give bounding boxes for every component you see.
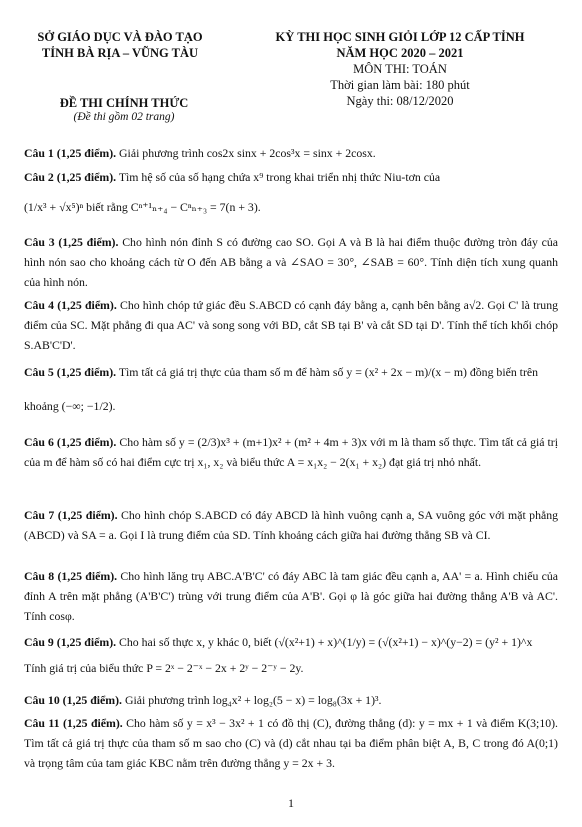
question-label: Câu 9 (1,25 điểm). (24, 635, 117, 649)
question-text: Cho hình lăng trụ ABC.A'B'C' có đáy ABC là tam giác đều cạnh a, AA' = a. Hình chiếu của đỉnh A trên mặt phẳng (A'B'C') trùng với trung điểm của A'B'. Gọi φ là góc giữa hai đường thẳng A'B và AC'. Tính cosφ. (24, 569, 559, 623)
question-text: Cho hai số thực x, y khác 0, biết (√(x²+1) + x)^(1/y) = (√(x²+1) − x)^(y−2) = (y² + 1)^x (119, 635, 533, 649)
official-title: ĐỀ THI CHÍNH THỨC (59, 96, 189, 110)
question-text: Cho hàm số y = (2/3)x³ + (m+1)x² + (m² + 4m + 3)x với m là tham số thực. Tìm tất cả giá trị của m để hàm số có hai điểm cực trị x₁, x₂ và biểu thức A = x₁x₂ − 2(x₁ + x₂) đạt giá trị nhỏ nhất. (24, 435, 558, 469)
official-label (24, 96, 224, 124)
exam-date: Ngày thi: 08/12/2020 (346, 94, 454, 108)
department-header (20, 29, 220, 61)
question-text: Tìm hệ số của số hạng chứa x⁹ trong khai triển nhị thức Niu-tơn của (118, 170, 441, 184)
question-text-line2: khoảng (−∞; −1/2). (24, 399, 116, 413)
question-6 (24, 432, 558, 472)
question-1 (24, 143, 558, 163)
question-2 (24, 167, 558, 217)
question-text: Giải phương trình log₄x² + log₂(5 − x) = log₈(3x + 1)³. (124, 693, 382, 707)
question-5 (24, 362, 558, 416)
school-year: NĂM HỌC 2020 – 2021 (336, 46, 464, 60)
question-label: Câu 10 (1,25 điểm). (24, 693, 122, 707)
question-text: Tìm tất cả giá trị thực của tham số m để hàm số y = (x² + 2x − m)/(x − m) đồng biến trên (118, 365, 539, 379)
question-label: Câu 6 (1,25 điểm). (24, 435, 117, 449)
question-label: Câu 7 (1,25 điểm). (24, 508, 118, 522)
question-3 (24, 232, 558, 292)
page-count-note: (Đề thi gồm 02 trang) (73, 111, 175, 123)
question-label: Câu 2 (1,25 điểm). (24, 170, 117, 184)
question-text-line2: (1/x³ + √x⁵)ⁿ biết rằng Cⁿ⁺¹ₙ₊₄ − Cⁿₙ₊₃ = 7(n + 3). (24, 200, 261, 214)
question-11 (24, 713, 558, 773)
exam-title: KỲ THI HỌC SINH GIỎI LỚP 12 CẤP TỈNH (275, 30, 525, 44)
question-text: Giải phương trình cos2x sinx + 2cos³x = sinx + 2cosx. (119, 146, 376, 160)
question-label: Câu 8 (1,25 điểm). (24, 569, 118, 583)
question-text: Cho hàm số y = x³ − 3x² + 1 có đồ thị (C), đường thẳng (d): y = mx + 1 và điểm K(3;10). Tìm tất cả giá trị thực của tham số m sao cho (C) và (d) cắt nhau tại ba điểm phân biệt A, B, C trong đó A(0;1) và trọng tâm của tam giác KBC nằm trên đường thẳng y = 2x + 3. (24, 716, 558, 770)
question-4 (24, 295, 558, 355)
page-number: 1 (288, 796, 294, 810)
question-label: Câu 3 (1,25 điểm). (24, 235, 119, 249)
question-8 (24, 566, 558, 626)
question-text: Cho hình chóp S.ABCD có đáy ABCD là hình vuông cạnh a, SA vuông góc với mặt phẳng (ABCD) và SA = a. Gọi I là trung điểm của SD. Tính khoảng cách giữa hai đường thẳng SB và CI. (24, 508, 559, 542)
question-label: Câu 4 (1,25 điểm). (24, 298, 117, 312)
department-name: SỞ GIÁO DỤC VÀ ĐÀO TẠO (37, 30, 203, 44)
question-7 (24, 505, 558, 545)
question-text: Cho hình nón đỉnh S có đường cao SO. Gọi A và B là hai điểm thuộc đường tròn đáy của hình nón sao cho khoảng cách từ O đến AB bằng a và ∠SAO = 30°, ∠SAB = 60°. Tính diện tích xung quanh của hình nón. (24, 235, 559, 289)
question-10 (24, 690, 558, 710)
question-text: Cho hình chóp tứ giác đều S.ABCD có cạnh đáy bằng a, cạnh bên bằng a√2. Gọi C' là trung điểm của SC. Mặt phẳng đi qua AC' và song song với BD, cắt SB tại B' và cắt SD tại D'. Tính thể tích khối chóp S.AB'C'D'. (24, 298, 558, 352)
question-text-line2: Tính giá trị của biểu thức P = 2ˣ − 2⁻ˣ − 2x + 2ʸ − 2⁻ʸ − 2y. (24, 661, 304, 675)
question-label: Câu 5 (1,25 điểm). (24, 365, 117, 379)
question-label: Câu 1 (1,25 điểm). (24, 146, 117, 160)
question-label: Câu 11 (1,25 điểm). (24, 716, 123, 730)
exam-subject: MÔN THI: TOÁN (353, 62, 447, 76)
exam-duration: Thời gian làm bài: 180 phút (330, 78, 470, 92)
exam-header (240, 29, 560, 109)
province-name: TỈNH BÀ RỊA – VŨNG TÀU (41, 46, 199, 60)
question-9 (24, 632, 558, 678)
